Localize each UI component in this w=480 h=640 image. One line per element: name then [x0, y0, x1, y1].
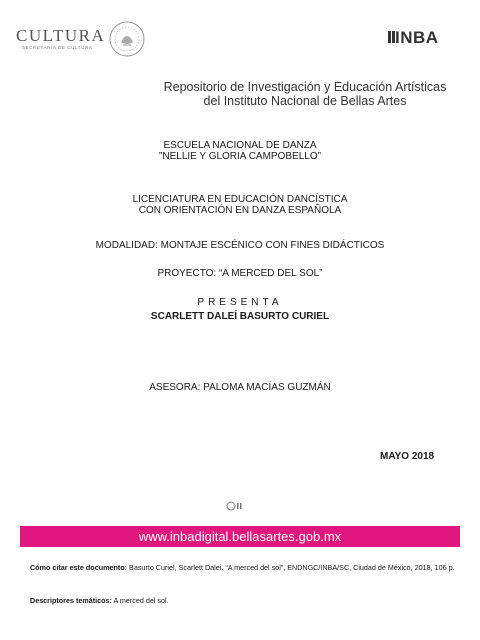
citation: [30, 563, 460, 573]
cultura-logo: CULTURA: [16, 26, 106, 45]
repository-title-line1: Repositorio de Investigación y Educación Artísticas: [163, 80, 447, 94]
modality: MODALIDAD: MONTAJE ESCÉNICO CON FINES DIDÁCTICOS: [95, 240, 385, 251]
inba-mini-logo-icon: [226, 500, 248, 512]
descriptors-text: A merced del sol.: [111, 596, 169, 605]
advisor: ASESORA: PALOMA MACÍAS GUZMÁN: [149, 382, 331, 393]
citation-text: Basurto Curiel, Scarlett Dalei. “A merced del sol”, ENDNGC/INBA/SC, Ciudad de México, 2018, 106 p.: [127, 563, 455, 572]
date: MAYO 2018: [380, 451, 435, 462]
inba-logo-mark: [388, 31, 391, 43]
author-name: SCARLETT DALEÍ BASURTO CURIEL: [150, 311, 330, 322]
inba-logo: INBA: [395, 28, 439, 47]
project-title: PROYECTO: “A MERCED DEL SOL”: [157, 268, 323, 279]
repository-title-line2: del Instituto Nacional de Bellas Artes: [203, 94, 407, 108]
degree-title-line2: CON ORIENTACIÓN EN DANZA ESPAÑOLA: [138, 205, 342, 216]
website-banner[interactable]: www.inbadigital.bellasartes.gob.mx: [20, 526, 460, 547]
descriptors: [30, 596, 169, 605]
school-name: [20, 140, 460, 162]
school-name-line1: ESCUELA NACIONAL DE DANZA: [163, 140, 317, 151]
cultura-logo-subtitle: SECRETARÍA DE CULTURA: [22, 45, 93, 50]
school-name-line2: ”NELLIE Y GLORIA CAMPOBELLO”: [159, 151, 321, 162]
presenta-label: PRESENTA: [197, 297, 283, 308]
descriptors-label: Descriptores temáticos:: [30, 596, 112, 605]
citation-label: Cómo citar este documento:: [30, 563, 128, 572]
repository-title: [140, 80, 470, 108]
degree-title-line1: LICENCIATURA EN EDUCACIÓN DANCÍSTICA: [132, 194, 348, 205]
degree-title: [20, 194, 460, 216]
mexico-seal-icon: [108, 20, 146, 58]
